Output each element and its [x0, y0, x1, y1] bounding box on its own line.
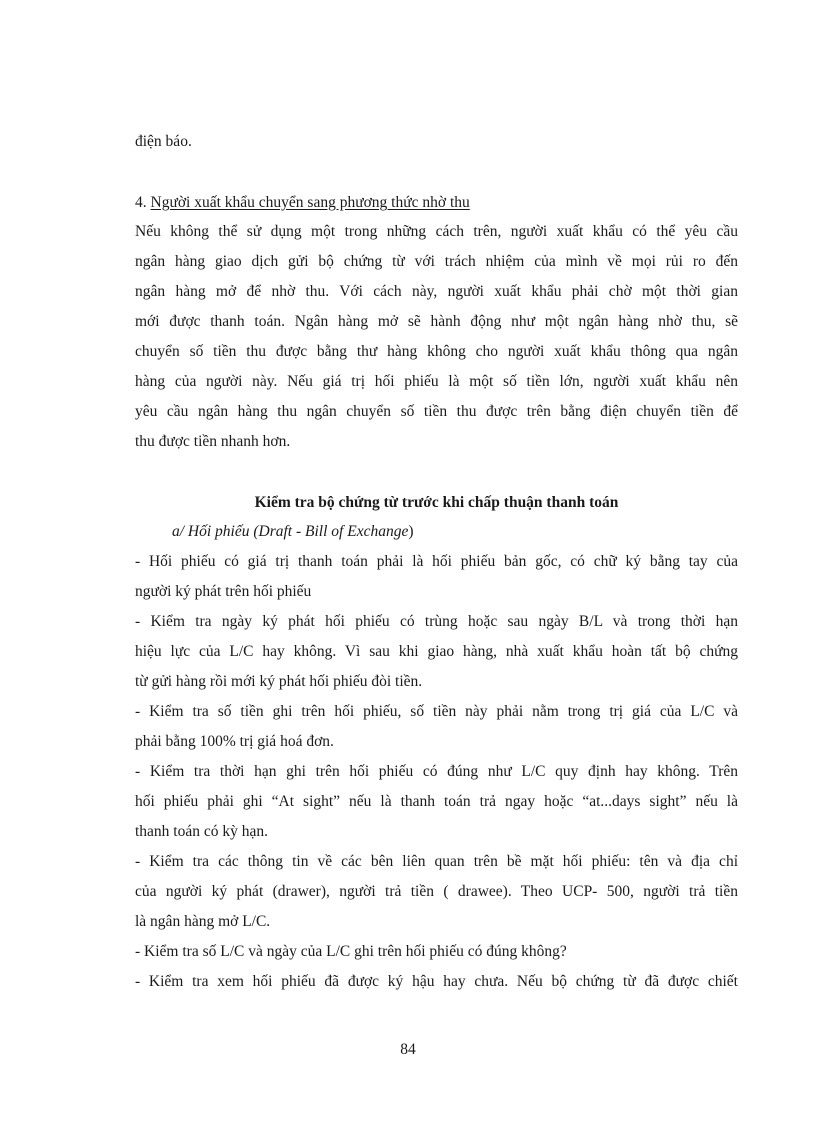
- body-line: - Kiểm tra số tiền ghi trên hối phiếu, số tiền này phải nằm trong trị giá của L/C và: [135, 703, 738, 720]
- paragraph-line: yêu cầu ngân hàng thu ngân chuyển số tiền thu được trên bằng điện chuyển tiền để: [135, 403, 738, 420]
- body-line: hối phiếu phải ghi “At sight” nếu là thanh toán trả ngay hoặc “at...days sight” nếu là: [135, 793, 738, 810]
- subheading-tail: ): [408, 523, 414, 540]
- paragraph-line: chuyển số tiền thu được bằng thư hàng không cho người xuất khẩu thông qua ngân: [135, 343, 738, 360]
- body-line: - Kiểm tra thời hạn ghi trên hối phiếu có đúng như L/C quy định hay không. Trên: [135, 763, 738, 780]
- body-line: của người ký phát (drawer), người trả tiền ( drawee). Theo UCP- 500, người trả tiền: [135, 883, 738, 900]
- body-line: - Kiểm tra số L/C và ngày của L/C ghi trên hối phiếu có đúng không?: [135, 943, 567, 960]
- intro-tail: điện báo.: [135, 133, 192, 150]
- paragraph-line: Nếu không thể sử dụng một trong những cách trên, người xuất khẩu có thể yêu cầu: [135, 223, 738, 240]
- paragraph-line: ngân hàng giao dịch gửi bộ chứng từ với trách nhiệm của mình về mọi rủi ro đến: [135, 253, 738, 270]
- body-line: - Kiểm tra xem hối phiếu đã được ký hậu hay chưa. Nếu bộ chứng từ đã được chiết: [135, 973, 738, 990]
- body-line: - Kiểm tra các thông tin về các bên liên quan trên bề mặt hối phiếu: tên và địa chỉ: [135, 853, 738, 870]
- body-line: từ gửi hàng rồi mới ký phát hối phiếu đòi tiền.: [135, 673, 423, 690]
- page-number: 84: [400, 1041, 416, 1058]
- paragraph-line: ngân hàng mở để nhờ thu. Với cách này, người xuất khẩu phải chờ một thời gian: [135, 283, 738, 300]
- paragraph-line: thu được tiền nhanh hơn.: [135, 433, 291, 450]
- body-line: là ngân hàng mở L/C.: [135, 913, 271, 930]
- body-line: - Hối phiếu có giá trị thanh toán phải là hối phiếu bản gốc, có chữ ký bằng tay của: [135, 553, 738, 570]
- subheading-italic: a/ Hối phiếu (Draft - Bill of Exchange: [172, 523, 409, 540]
- body-line: phải bằng 100% trị giá hoá đơn.: [135, 733, 334, 750]
- body-line: - Kiểm tra ngày ký phát hối phiếu có trùng hoặc sau ngày B/L và trong thời hạn: [135, 613, 738, 630]
- paragraph-line: hàng của người này. Nếu giá trị hối phiếu là một số tiền lớn, người xuất khẩu nên: [135, 373, 738, 390]
- section-heading: Kiểm tra bộ chứng từ trước khi chấp thuận thanh toán: [254, 494, 619, 511]
- subheading: [172, 522, 414, 542]
- body-line: người ký phát trên hối phiếu: [135, 583, 312, 600]
- paragraph-line: mới được thanh toán. Ngân hàng mở sẽ hành động như một ngân hàng nhờ thu, sẽ: [135, 313, 738, 330]
- section-4-title: [135, 193, 738, 213]
- section-4-number: 4.: [135, 194, 147, 211]
- body-line: hiệu lực của L/C hay không. Vì sau khi giao hàng, nhà xuất khẩu hoàn tất bộ chứng: [135, 643, 738, 660]
- section-4-title-text: Người xuất khẩu chuyển sang phương thức nhờ thu: [150, 194, 470, 211]
- body-line: thanh toán có kỳ hạn.: [135, 823, 269, 840]
